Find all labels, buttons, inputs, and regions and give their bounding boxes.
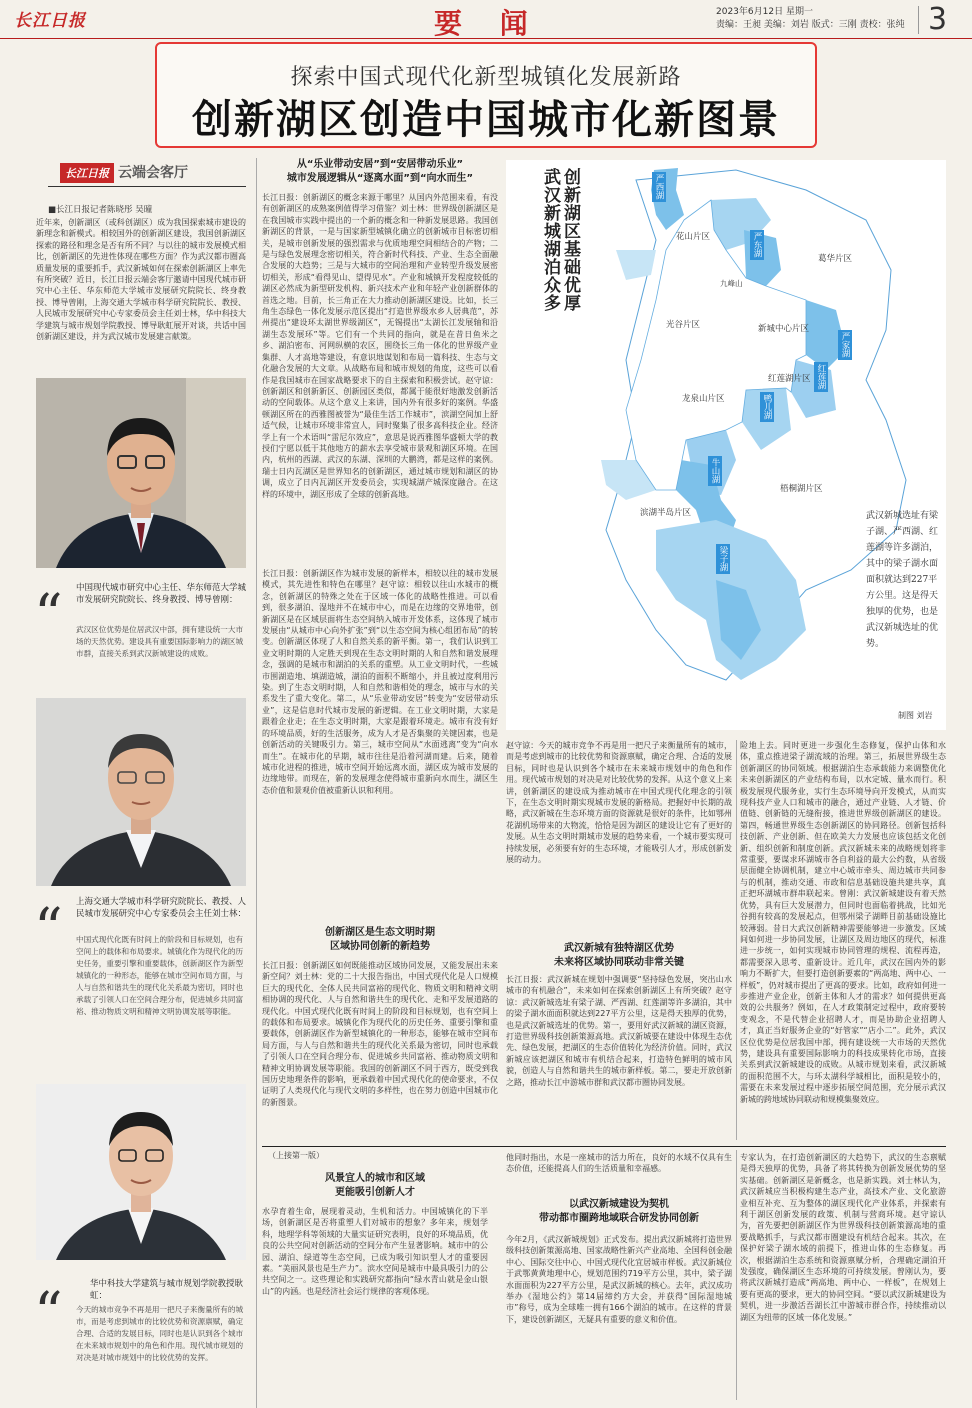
map-lake-label: 红莲湖 <box>816 364 826 390</box>
guest-caption-liu: 上海交通大学城市科学研究院院长、教授、人民城市发展研究中心专家委员会主任刘士林： <box>76 897 247 919</box>
map-area-label: 红莲湖片区 <box>768 374 811 384</box>
map-lake-label: 梁子湖 <box>718 546 728 572</box>
badge-logo: 长江日报 <box>60 163 114 183</box>
guest-quote-geng: 今天的城市竞争不再是用一把尺子来衡量所有的城市，而是考虑到城市的比较优势和资源禀赋，确定合理、合适的发展目标，同时也是认识到各个城市在未来城市规划中的角色和作用。现代城市规划的对决是对城市规划中的比较优势的发挥。 <box>76 1305 244 1362</box>
section-title: 要 闻 <box>434 7 542 40</box>
column-badge <box>60 162 188 183</box>
issue-date: 2023年6月12日 星期一 <box>716 7 813 17</box>
map-area-label: 花山片区 <box>676 232 711 242</box>
section-heading-5 <box>262 1172 488 1200</box>
guest-photo-liu <box>36 698 246 886</box>
section-heading-4-line1: 武汉新城有独特湖区优势 <box>564 943 674 954</box>
section-heading-6 <box>506 1198 732 1226</box>
quote-mark-icon: “ <box>34 1281 63 1346</box>
map-lake-label: 严东湖 <box>752 232 762 258</box>
horizontal-rule <box>262 1146 946 1147</box>
guest-caption-zeng: 中国现代城市研究中心主任、华东师范大学城市发展研究院院长、终身教授、博导曾刚： <box>76 583 247 605</box>
map-area-label: 光谷片区 <box>666 320 701 330</box>
map-lake-label: 牛山湖 <box>710 458 720 484</box>
article-text-section5: 水孕育着生命，展现着灵动，生机和活力。中国城镇化的下半场，创新湖区是否将重塑人们对城市的想象？多年来，规划学科，地理学科等领域的大量实证研究表明，良好的环境品质，优良的公共空间对创新活动的空间分布产生显著影响。城市中的公园、湖泊、绿道等生态空间，已成为吸引知识型人才的重要因素。“美丽风景也是生产力”。滨水空间是城市中最具吸引力的公共空间之一。这些理论和实践研究都指向“绿水青山就是金山银山”的内涵。也是经济社会运行规律的客观体现。 <box>262 1207 488 1296</box>
map-credit: 制图 刘岩 <box>898 711 933 720</box>
map-area-label: 梧桐湖片区 <box>780 484 823 494</box>
map-title <box>540 168 580 312</box>
column-divider <box>736 740 737 1140</box>
map-area-label: 九峰山 <box>720 279 743 288</box>
map-area-label: 新城中心片区 <box>758 324 810 334</box>
article-text-section2: 长江日报：创新湖区如何既能推动区域协同发展，又能发展出未来新空间？刘士林：党的二十大报告指出，中国式现代化是人口规模巨大的现代化、全体人民共同富裕的现代化、物质文明和精神文明相协调的现代化、人与自然和谐共生的现代化、走和平发展道路的现代化。中国式现代化既有时间上的阶段和目标规划，也有空间上的载体和布局要求。城镇化作为现代化的历史任务、重要引擎和重要载体，创新湖区作为新型城镇化的一种形态，能够在城市空间布局方面，与人与自然和谐共生的现代化关系最为密切，同时也承载了引领人口在空间合理分布、促进城乡共同富裕、推动物质文明和精神文明协调发展等职能。我国的创新湖区不同于西方，既受到我国历史地理条件的影响，更承载着中国式现代化的使命要求，不仅证明了人类现代化与现代文明的多样性，也在努力创造中国城市化的新图景。 <box>262 961 498 1107</box>
editor-credits: 责编：王昶 美编：刘岩 版式：三刚 责校：张纯 <box>716 20 905 30</box>
map-note: 武汉新城选址有梁子湖、严西湖、红莲湖等许多湖泊，其中的梁子湖水面面积就达到227平方公里。这是得天独厚的优势，也是武汉新城选址的优势。 <box>866 511 939 649</box>
article-text-section1b: 长江日报：创新湖区作为城市发展的新样本，相较以往的城市发展模式，其先进性和特色在哪里？赵守谅：相较以往山水城市的概念，创新湖区的特殊之处在于区域一体化的战略性推进。可以看到，很多湖泊、湿地并不在城市中心，而是在边缘的交界地带，创新湖区是在区域层面将生态空间纳入城市开发体系，这体现了城市发展由“从城市中心向外扩张”到“以生态空间为核心组团布局”的转变。创新湖区体现了人和自然关系的新平衡。第一，我们认识到工业文明时期的人定胜天到现在生态文明时期的人和自然和谐发展理念，强调的是城市和湖泊的关系的重塑。从工业文明时代，一些城市围湖造地、填湖造城，湖泊的面积不断缩小，并且被过度利用污染。到了生态文明时期，人和自然和谐相处的理念，城市与水的关系发生了重大变化。第二，从“乐业带动安居”转变为“安居带动乐业”，这是信息时代城市发展的新逻辑。在工业文明时期，大家是跟着企业走；在生态文明时期，大家是跟着环境走。城市有没有好的环境品质，好的生活服务，成为人才是否集聚的关键因素，也是创新活动的关键吸引力。第三，城市空间从“水面逃离”变为“向水而生”。在城市化的早期，城市往往是沿着河湖而建。后来，随着城市化进程的推进，城市空间开始远离水面，湖区成为城市发展的边缘地带。而现在，新的发展理念使得城市重新向水而生，湖区生态价值和景观价值被重新认识和利用。 <box>262 569 498 795</box>
guest-photo-geng <box>36 1084 246 1260</box>
section-heading-6-line2: 带动都市圈跨地域联合研发协同创新 <box>539 1213 699 1224</box>
article-text-section1: 长江日报：创新湖区的概念来源于哪里？从国内外范围来看，有没有创新湖区的成熟案例值得学习借鉴？刘士林：世界级创新湖区是在我国城市实践中提出的一个新的概念和一种新发展思路。我国创新湖区的背景，一是与国家新型城镇化确立的创新城市目标密切相关，是城市创新发展的强烈需求与优质地理空间相结合的产物；二是与绿色发展理念密切相关，符合新时代科技、产业、生态全面融合发展的大趋势；三是与大城市的空间治理和产业转型升级发展密切相关，形成“看得见山、望得见水”。产业和城镇开发程度较低的湖区必然成为新型研发机构、新兴技术产业和年轻产业创新群体的首选之地。目前，长三角正在大力推动创新湖区建设。比如，长三角生态绿色一体化发展示范区提出“打造世界级水乡人居典范”，苏州提出“建设环太湖世界级湖区”，无锡提出“太湖长江发展轴和沿湖生态发展环”等。它们有一个共同的指向，就是在昔日鱼米之乡、湖泊密布、河网纵横的农区，围绕长三角一体化的世界级产业集群、人才高地等建设，有意识地谋划和布局一篇科技、生态与文化融合发展的大文章。从战略布局和城市规划的角度，这些可以看作是我国城市在国家战略要求下的自主探索和积极尝试。赵守谅：创新湖区和创新新区、创新园区类似，都属于能很好地激发创新活动的空间载体。从这个意义上来讲，国内外有很多好的案例。华盛顿湖区所在的西雅图被誉为“最佳生活工作城市”，滨湖空间加上舒适气候，让城市环境非常宜人，同时聚集了很多高科技企业。经济学上有一个术语叫“雷尼尔效应”，意思是说西雅图华盛顿大学的教授们宁愿以低于其他地方的薪水去享受城市景观和湖区环境。在国内，杭州的西湖、武汉的东湖、深圳的大鹏湾，都是这样的案例。瑞士日内瓦湖区是世界知名的创新湖区，通过城市规划和湖区的协调，成立了日内瓦湖区开发委员会，实现城湖产城深度融合。在这样的环境中，湖区形成了全球的创新高地。 <box>262 193 498 499</box>
section-heading-2-line2: 区域协同创新的新趋势 <box>330 941 430 952</box>
article-text-section7: 专家认为，在打造创新湖区的大趋势下，武汉的生态禀赋是得天独厚的优势，具备了将其转换为创新发展优势的坚实基础。创新湖区是新概念，也是新实践。刘士林认为，武汉新城应当积极构建生态产业，高技术产业、文化旅游业相互补充、互为整体的湖区现代化产业体系，并探索有利于湖区创新发展的政策、机制与营商环境。赵守谅认为，首先要把创新湖区作为世界级科技创新策源高地的重要战略抓手，与武汉都市圈建设有机结合起来。其次，在保护好梁子湖水域的前提下，推进山体的生态修复。再次，根据湖泊生态系统和资源禀赋分析，合理确定湖泊开发强度，确保湖区生态环境的可持续发展。曾刚认为，要将武汉新城打造成“两高地、两中心、一样板”，在规划上要有更高的要求，更大的协同空间。“要以武汉新城建设为契机，进一步激活吾湖长江中游城市群合作，持续推动以湖区为纽带的区域一体化发展。” <box>740 1153 946 1322</box>
guest-caption-geng: 华中科技大学建筑与城市规划学院教授耿虹： <box>90 1279 244 1301</box>
byline: ■长江日报记者陈晓彤 吴曈 <box>48 205 153 215</box>
map-area-label: 龙泉山片区 <box>682 394 725 404</box>
section-heading-6-line1: 以武汉新城建设为契机 <box>569 1199 669 1210</box>
section-heading-4 <box>506 942 732 970</box>
badge-label: 云端会客厅 <box>118 165 188 181</box>
article-text-section8: 险地上去。同时更进一步强化生态修复，保护山体和水体，重点推进梁子湖流域的治理。第三，拓展世界级生态创新湖区的协同领域。根据湖泊生态承载能力来调整优化未来创新湖区的产业结构布局，以水定城、量水而行。积极发展现代服务业，实行生态环境导向开发模式，从而实现科技产业人口和城市的融合，通过产业链、人才链、价值链、创新链的无缝衔接，推进世界级创新湖区的建设。第四，畅通世界级生态创新湖区的协同路径。创新包括科技创新、产业创新、但在欧美大力发展也应该包括文化创新、组织创新和制度创新。武汉新城未来的战略规划将非常重要，要谋求环湖城市各自利益的最大公约数，从省级层面健全协调机制，建立中心城市牵头、周边城市共同参与的机制，推动交通、市政和信息基础设施共建共享，真正把环湖城市群串联起来。曾刚：武汉新城建设有着天然优势，具有巨大发展潜力，但同时也面临着挑战，比如光谷拥有较高的发展起点，但鄂州梁子湖畔目前基础设施比较薄弱。昔日大武汉创新精神需要能够进一步激发。区域间如何进一步协同发展，让湖区及周边地区的现代，标准进一步统一，如何实现城市协同管理的规程、流程再造，都需要深入思考、重新设计。近几年，武汉在国内外的影响力不断扩大，但要打造创新要素的“两高地、两中心、一样板”，仍对城市提出了更高的要求。比如，政府如何进一步推进产业企业，创新主体和人才的需求？如何提供更高效的公共服务？例如，在人才政策制定过程中，政府要转变观念，不是代替企业招聘人才，而是协助企业招聘人才，真正当好服务企业的“好管家”“店小二”。此外，武汉区位优势是位居我国中部，拥有建设统一大市场的天然优势，建设具有重要国际影响力的科技成果转化市场，直接关系到武汉新城建设的成败。从城市规划来看，武汉新城的面积范围不大，与环太湖科学城相比，面积是较小的，需要在未来发展过程中逐步拓展空间范围，充分展示武汉新城的跨地域协同联动和规模集聚效应。 <box>740 741 946 1104</box>
map-area-label: 葛华片区 <box>818 254 853 264</box>
quote-mark-icon: “ <box>34 583 63 648</box>
section-heading-5-line1: 风景宜人的城市和区域 <box>325 1173 425 1184</box>
section-heading-1-line2: 城市发展逻辑从“逐离水面”到“向水而生” <box>286 173 474 184</box>
map-title-line1: 创新湖区基础优厚 <box>560 168 580 312</box>
column-divider <box>736 1150 737 1400</box>
article-text-section4: 长江日报：武汉新城在规划中强调要“坚持绿色发展，突出山水城市的有机融合”，未来如何在探索创新湖区上有所突破？赵守谅：武汉新城选址有梁子湖、严西湖、红莲湖等许多湖泊，其中的梁子湖水面面积就达到227平方公里，这是得天独厚的优势，也是武汉新城选址的优势。第一，要用好武汉新城的湖区资源，打造世界级科技创新策源高地。武汉新城要在建设中体现生态优先、绿色发展，把湖区的生态价值转化为经济价值。同时，武汉新城应该把湖区和城市有机结合起来，打造特色鲜明的城市风貌，创造人与自然和谐共生的城市新样板。第二，要走开放创新之路，推动长江中游城市群和武汉都市圈协同发展。 <box>506 975 732 1087</box>
headline-title: 创新湖区创造中国城市化新图景 <box>192 97 780 143</box>
intro-text: 近年来，创新湖区（或科创湖区）成为我国探索城市建设的新理念和新模式。相较国外的创新湖区建设，我国创新湖区探索的路径和理念是否有所不同？与以往的城市发展模式相比，创新湖区的先进性体现在哪些方面？作为武汉都市圈高质量发展的重要抓手，武汉新城如何在探索创新湖区上率先有所突破？近日，长江日报云端会客厅邀请中国现代城市研究中心主任、华东师范大学城市发展研究院院长、终身教授、博导曾刚，上海交通大学城市科学研究院院长、教授、人民城市发展研究中心专家委员会主任刘士林，华中科技大学建筑与城市规划学院教授、博导耿虹展开对谈，共话中国创新湖区建设，并为武汉城市发展建言献策。 <box>36 218 246 342</box>
map-lake-label: 严西湖 <box>654 174 664 200</box>
guest-quote-zeng: 武汉区位优势是位居武汉中部，拥有建设统一大市场的天然优势。建设具有重要国际影响力的湖区城市群，直接关系到武汉新城建设的成败。 <box>76 625 244 658</box>
section-heading-4-line2: 未来将区域协同联动非常关键 <box>554 957 684 968</box>
section-heading-1 <box>262 158 498 186</box>
quote-mark-icon: “ <box>34 897 63 962</box>
section-heading-5-line2: 更能吸引创新人才 <box>335 1187 415 1198</box>
continued-tag: （上接第一版） <box>268 1151 324 1160</box>
map-lake-label: 鸭儿湖 <box>762 394 772 420</box>
column-divider <box>256 158 257 1408</box>
guest-quote-liu: 中国式现代化既有时间上的阶段和目标规划，也有空间上的载体和布局要求。城镇化作为现代化的历史任务，重要引擎和重要载体，创新湖区作为新型城镇化的一种形态，能够在城市空间布局方面，与人与自然和谐共生的现代化关系最为密切，同时也承载了引领人口在空间合理分布，促进城乡共同富裕、推动物质文明和精神文明协调发展等职能。 <box>76 935 244 1016</box>
map-title-line2: 武汉新城湖泊众多 <box>540 168 560 312</box>
section-heading-2-line1: 创新湖区是生态文明时期 <box>325 927 435 938</box>
map-area-label: 滨湖半岛片区 <box>640 508 692 518</box>
column-rule <box>48 186 246 187</box>
date-info <box>716 6 905 32</box>
section-heading-2 <box>262 926 498 954</box>
article-text-section6b: 今年2月，《武汉新城规划》正式发布。提出武汉新城将打造世界级科技创新策源高地、国家战略性新兴产业高地、全国科创金融中心、国际交往中心、中国式现代化宜居城市样板。武汉新城位于武鄂黄黄地理中心，规划范围约719平方公里，其中，梁子湖水面面积为227平方公里，是武汉新城的核心。去年，武汉成功举办《湿地公约》第14届缔约方大会，并获得“国际湿地城市”称号，成为全球唯一拥有166个湖泊的城市。在这样的背景下，建设创新湖区，无疑具有重要的意义和价值。 <box>506 1235 732 1324</box>
page-number: 3 <box>928 2 948 37</box>
newspaper-logo: 长江日报 <box>14 11 86 31</box>
guest-photo-zeng <box>36 378 246 568</box>
headline-subtitle: 探索中国式现代化新型城镇化发展新路 <box>290 65 682 90</box>
article-text-section3: 赵守谅：今天的城市竞争不再是用一把尺子来衡量所有的城市，而是考虑到城市的比较优势和资源禀赋，确定合理、合适的发展目标，同时也是认识到各个城市在未来城市规划中的角色和作用。现代城市规划的对决是对比较优势的发挥。从这个意义上来讲，创新湖区的建设成为推动城市在中国式现代化理念的引领下，在生态文明时期实现城市发展的新格局。把握好中长期的战略，武汉新城在生态环境方面的资源就是很好的条件，比如鄂州花湖机场带来的大物流，恰恰是因为湖区的建设让它有了更好的发展。从生态文明时期城市发展的趋势来看，一个城市要实现可持续发展，必须要有好的生态环境，才能吸引人才，形成创新发展的动力。 <box>506 741 732 865</box>
article-text-section6: 他同时指出，水是一座城市的活力所在，良好的水域不仅具有生态价值，还能提高人们的生活质量和幸福感。 <box>506 1153 732 1174</box>
section-heading-1-line1: 从“乐业带动安居”到“安居带动乐业” <box>296 159 464 170</box>
map-lake-label: 严家湖 <box>840 332 850 358</box>
page-separator <box>918 6 919 34</box>
